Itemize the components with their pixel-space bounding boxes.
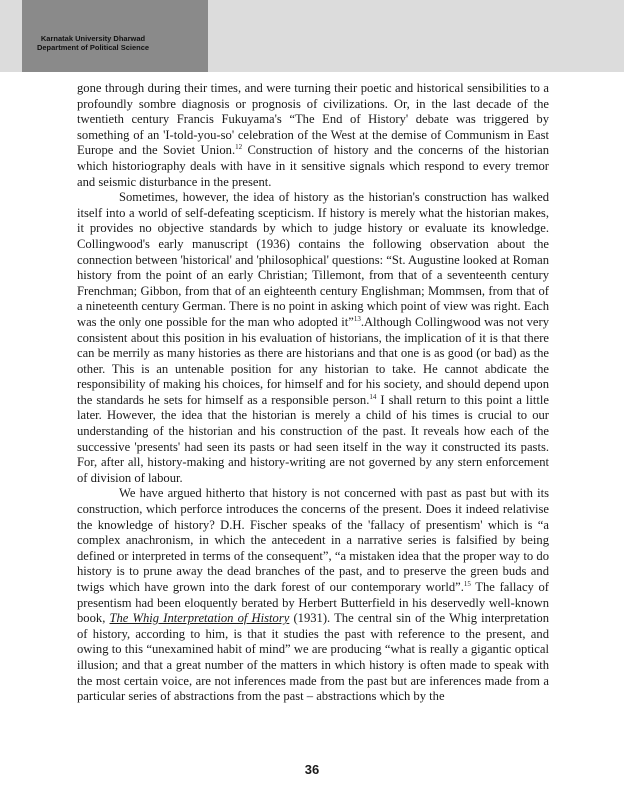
paragraph-2-text-a: Sometimes, however, the idea of history as the historian's construction has walked itself into a world of self-defeating scepticism. If history is merely what the historian makes, it provides no objective standards by which to judge history or evaluate its knowledge. Collingwood's early manuscript (1936) contains the following observation about the connection between 'historical' and 'philosophical' questions: “St. Augustine looked at Roman history from the point of an early Christian; Tillemont, from that of a seventeenth century Frenchman; Gibbon, from that of an eighteenth century Englishman; Mommsen, from that of a nineteenth century German. There is no point in asking which point of view was right. Each was the only one possible for the man who adopted it” xyxy=(77,190,549,329)
footnote-ref-14: 14 xyxy=(369,392,377,401)
paragraph-3 xyxy=(77,486,549,704)
paragraph-2-text-c: I shall return to this point a little later. However, the idea that the historian is merely a child of his times is crucial to our understanding of the historian and his construction of the past. It reveals how each of the successive 'presents' had seen its pasts or had seen itself in the way it constructed its pasts. For, after all, history-making and history-writing are not governed by any stern enforcement of division of labour. xyxy=(77,392,549,485)
header-bar xyxy=(0,0,624,72)
paragraph-2 xyxy=(77,190,549,486)
department-name: Department of Political Science xyxy=(36,43,150,52)
page-number: 36 xyxy=(304,762,320,777)
paragraph-2-text-b: .Although Collingwood was not very consistent about this position in his evaluation of historians, the implication of it is that there can be merrily as many histories as there are historians and that one is as good (or bad) as the other. This is an untenable position for any historian to take. He cannot abdicate the responsibility of making his choices, for himself and for his society, and should depend upon the standards he sets for himself as a responsible person. xyxy=(77,314,550,407)
paragraph-3-text-b: The fallacy of presentism had been eloquently berated by Herbert Butterfield in his deservedly well-known book, xyxy=(77,580,549,626)
paragraph-3-text-a: We have argued hitherto that history is not concerned with past as past but with its construction, which perforce introduces the concerns of the present. Does it indeed relativise the knowledge of history? D.H. Fischer speaks of the 'fallacy of presentism' which is “a complex anachronism, in which the antecedent in a narrative series is falsified by being defined or interpreted in terms of the consequent”, “a mistaken idea that the proper way to do history is to prune away the dead branches of the past, and to preserve the green buds and twigs which have grown into the dark forest of our contemporary world”. xyxy=(77,486,549,594)
paragraph-1 xyxy=(77,81,549,190)
footnote-ref-13: 13 xyxy=(353,314,361,323)
footnote-ref-12: 12 xyxy=(235,143,243,152)
body-text xyxy=(77,81,549,705)
university-name: Karnatak University Dharwad xyxy=(40,34,146,43)
header-text xyxy=(34,34,152,52)
footnote-ref-15: 15 xyxy=(463,579,471,588)
paragraph-1-text-b: Construction of history and the concerns of the historian which historiography deals with have in it sensitive signals which respond to every tremor and seismic disturbance in the present. xyxy=(77,143,549,189)
paragraph-3-text-c: (1931). The central sin of the Whig interpretation of history, according to him, is that it studies the past with reference to the present, and owing to this “unexamined habit of mind” we are producing “what is really a gigantic optical illusion; and that a great number of the matters in which history is often made to speak with the most certain voice, are not inferences made from the past but are inferences made from a particular series of abstractions from the past – abstractions which by the xyxy=(77,611,549,704)
book-title: The Whig Interpretation of History xyxy=(109,611,290,626)
paragraph-1-text-a: gone through during their times, and were turning their poetic and historical sensibilities to a profoundly sombre diagnosis or prognosis of civilizations. Or, in the last decade of the twentieth century Francis Fukuyama's “The End of History' debate was triggered by something of an 'I-told-you-so' celebration of the West at the demise of Communism in East Europe and the Soviet Union. xyxy=(77,81,549,158)
